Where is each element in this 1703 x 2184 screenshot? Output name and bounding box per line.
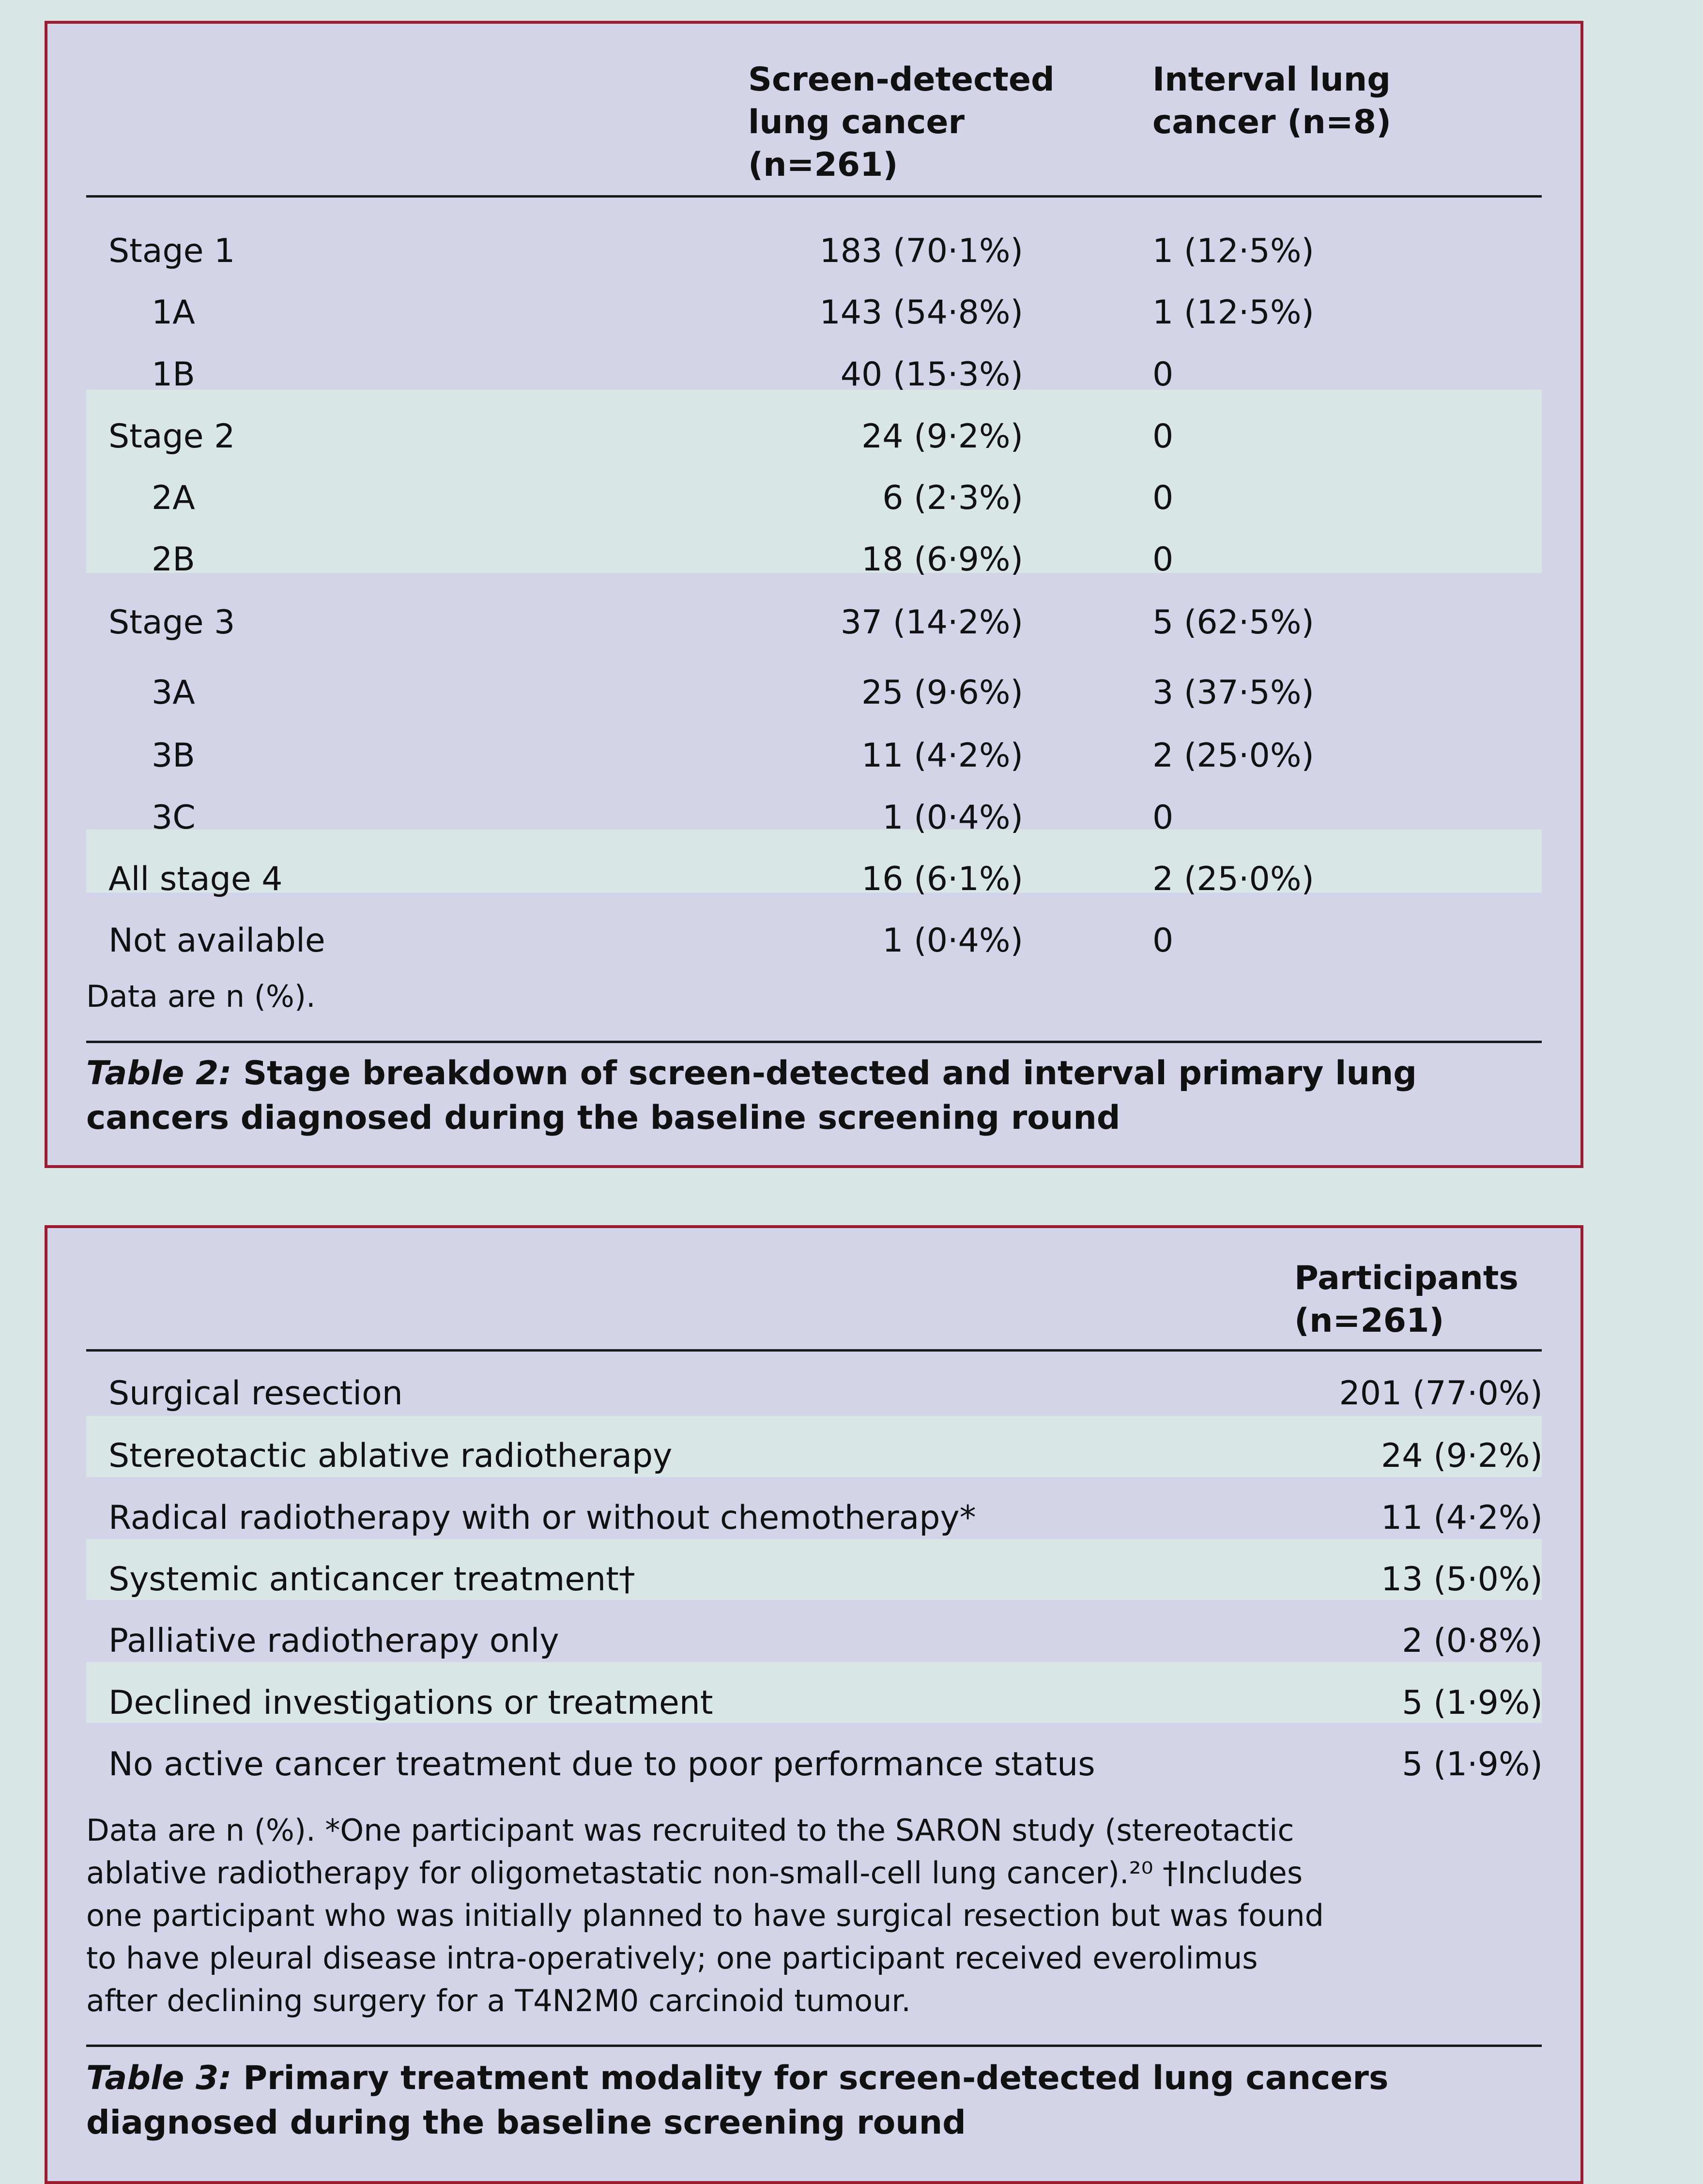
stage-label: All stage 4 [108,860,283,898]
col-header-participants-2: (n=261) [1294,1302,1444,1340]
screen-detected-value: 40 (15·3%) [840,355,1023,394]
table-2-caption-line-2: cancers diagnosed during the baseline screening round [86,1099,1120,1137]
treatment-label: Palliative radiotherapy only [108,1622,559,1660]
table-2 [45,21,1583,1168]
footnote-line: to have pleural disease intra-operatively; one participant received everolimus [86,1940,1258,1976]
participants-value: 11 (4·2%) [1381,1499,1543,1537]
treatment-label: Stereotactic ablative radiotherapy [108,1437,673,1475]
screen-detected-value: 25 (9·6%) [861,674,1023,712]
screen-detected-value: 37 (14·2%) [840,603,1023,642]
stage-label: Stage 3 [108,603,235,642]
interval-value: 0 [1152,922,1174,960]
table-3-caption-text-1: Primary treatment modality for screen-detected lung cancers [243,2059,1389,2097]
interval-value: 2 (25·0%) [1152,860,1314,898]
table-2-note: Data are n (%). [86,979,316,1014]
stage-label: 2B [152,540,195,579]
screen-detected-value: 16 (6·1%) [861,860,1023,898]
screen-detected-value: 24 (9·2%) [861,417,1023,456]
participants-value: 5 (1·9%) [1402,1745,1543,1784]
stage-label: 1B [152,355,195,394]
screen-detected-value: 11 (4·2%) [861,737,1023,775]
stage-label: Not available [108,922,325,960]
stage-label: 3A [152,674,195,712]
stage-label: Stage 1 [108,232,235,270]
table-3 [45,1225,1583,2184]
participants-value: 24 (9·2%) [1381,1437,1543,1475]
footnote-line: Data are n (%). *One participant was recruited to the SARON study (stereotactic [86,1813,1294,1848]
screen-detected-value: 6 (2·3%) [882,479,1023,517]
table-3-caption-line-1 [86,2056,1388,2101]
table-2-caption-text-1: Stage breakdown of screen-detected and interval primary lung [243,1054,1417,1092]
interval-value: 5 (62·5%) [1152,603,1314,642]
stage-label: Stage 2 [108,417,235,456]
treatment-label: Systemic anticancer treatment† [108,1560,635,1599]
screen-detected-value: 18 (6·9%) [861,540,1023,579]
stage-label: 3B [152,737,195,775]
table-3-caption-label: Table 3: [86,2059,232,2097]
col-header-screen-detected-3: (n=261) [748,146,898,184]
footnote-line: after declining surgery for a T4N2M0 carcinoid tumour. [86,1983,911,2018]
participants-value: 201 (77·0%) [1339,1374,1543,1413]
interval-value: 0 [1152,479,1174,517]
row-band-stage-2 [86,390,1542,573]
caption-rule [86,2045,1542,2047]
treatment-label: Declined investigations or treatment [108,1684,713,1722]
row-band-stage-4 [86,830,1542,892]
screen-detected-value: 183 (70·1%) [819,232,1023,270]
interval-value: 1 (12·5%) [1152,232,1314,270]
treatment-label: No active cancer treatment due to poor performance status [108,1745,1095,1784]
col-header-screen-detected-1: Screen-detected [748,61,1055,99]
stage-label: 1A [152,293,195,332]
interval-value: 0 [1152,355,1174,394]
col-header-screen-detected-2: lung cancer [748,103,965,141]
header-rule [86,195,1542,198]
participants-value: 13 (5·0%) [1381,1560,1543,1599]
interval-value: 3 (37·5%) [1152,674,1314,712]
interval-value: 0 [1152,540,1174,579]
caption-rule [86,1041,1542,1043]
screen-detected-value: 143 (54·8%) [819,293,1023,332]
screen-detected-value: 1 (0·4%) [882,799,1023,837]
participants-value: 2 (0·8%) [1402,1622,1543,1660]
interval-value: 0 [1152,417,1174,456]
treatment-label: Radical radiotherapy with or without chemotherapy* [108,1499,976,1537]
col-header-interval-1: Interval lung [1152,61,1391,99]
stage-label: 3C [152,799,196,837]
col-header-participants-1: Participants [1294,1259,1519,1297]
table-3-caption-line-2: diagnosed during the baseline screening round [86,2104,966,2142]
screen-detected-value: 1 (0·4%) [882,922,1023,960]
stage-label: 2A [152,479,195,517]
treatment-label: Surgical resection [108,1374,403,1413]
header-rule [86,1349,1542,1352]
interval-value: 2 (25·0%) [1152,737,1314,775]
col-header-interval-2: cancer (n=8) [1152,103,1392,141]
footnote-line: ablative radiotherapy for oligometastatic non-small-cell lung cancer).²⁰ †Includes [86,1855,1303,1891]
footnote-line: one participant who was initially planned to have surgical resection but was found [86,1898,1324,1933]
table-2-caption-line-1 [86,1051,1417,1096]
interval-value: 1 (12·5%) [1152,293,1314,332]
interval-value: 0 [1152,799,1174,837]
participants-value: 5 (1·9%) [1402,1684,1543,1722]
table-2-caption-label: Table 2: [86,1054,232,1092]
